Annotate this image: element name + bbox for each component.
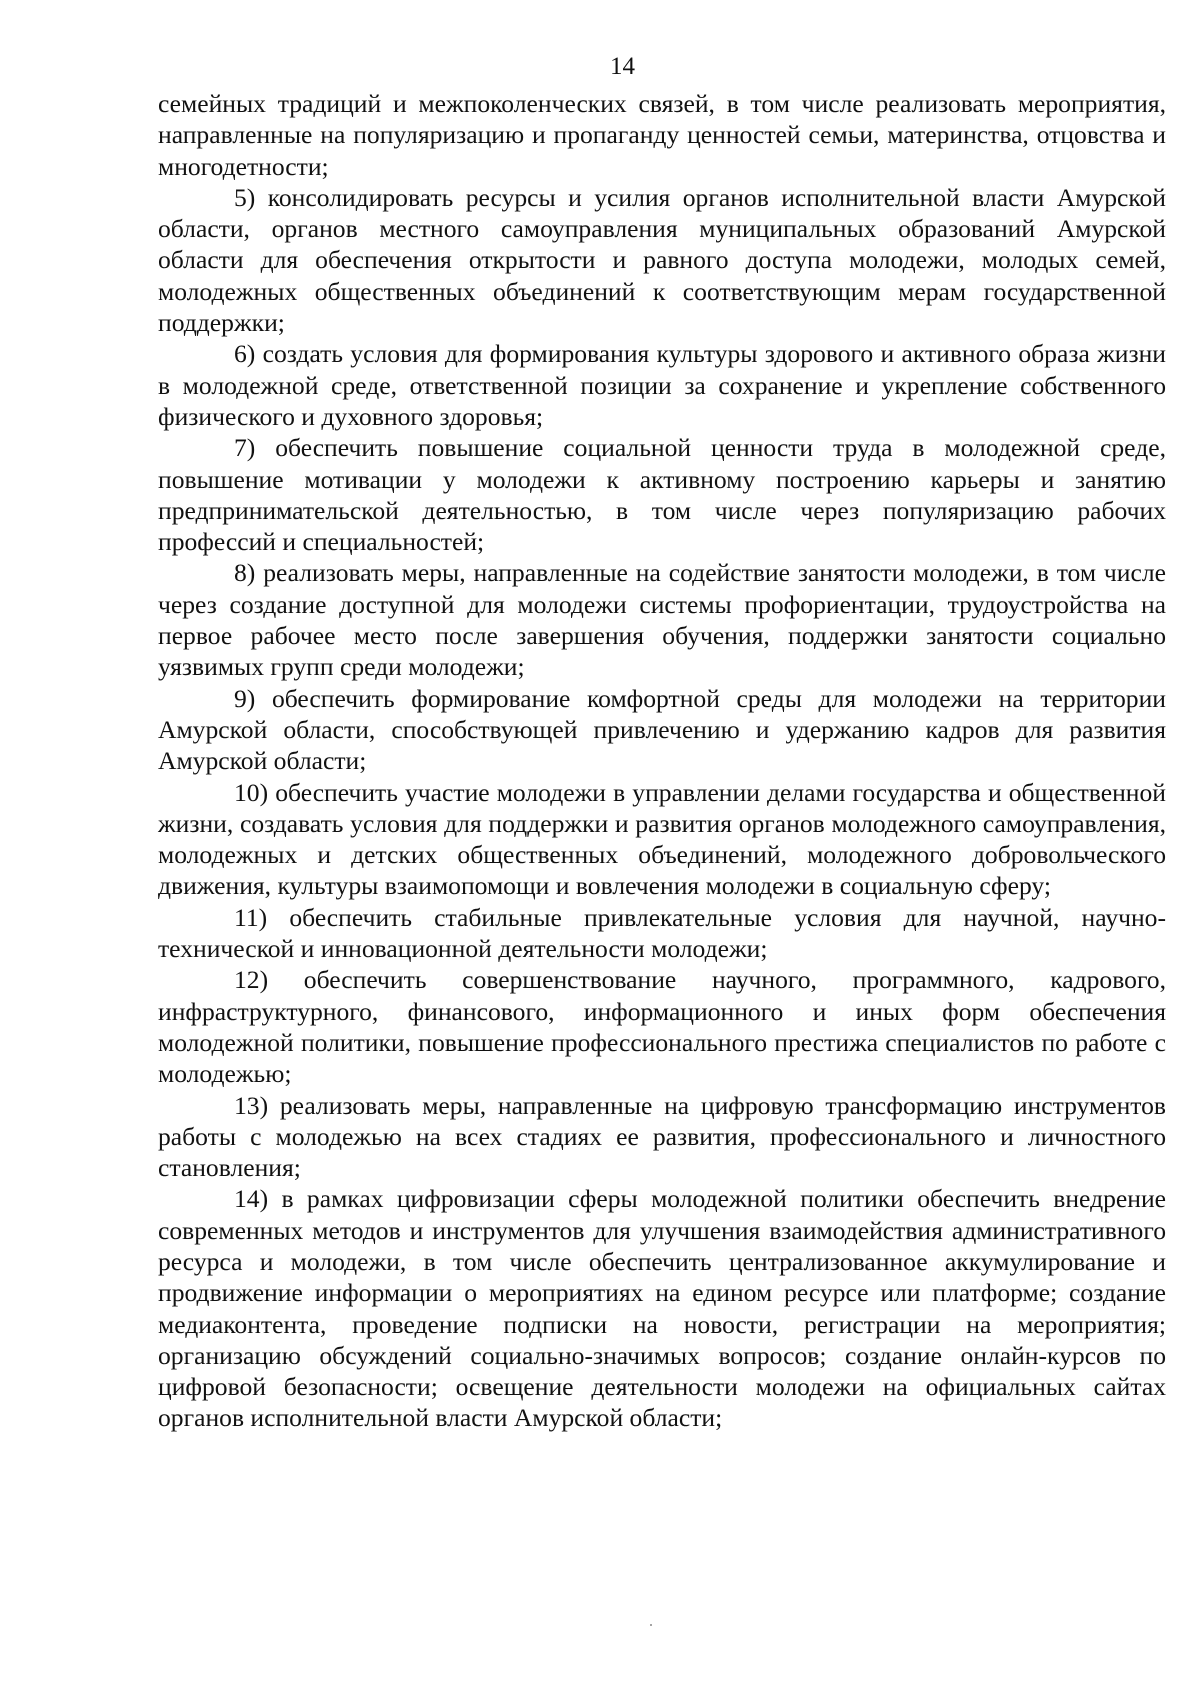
list-item-7: 7) обеспечить повышение социальной ценности труда в молодежной среде, повышение мотивации у молодежи к активному построению карьеры и занятию предпринимательской деятельностью, в том числе через популяризацию рабочих профессий и специальностей; — [158, 433, 1166, 557]
paragraph-continuation: семейных традиций и межпоколенческих связей, в том числе реализовать мероприятия, направленные на популяризацию и пропаганду ценностей семьи, материнства, отцовства и многодетности; — [158, 89, 1166, 181]
list-item-9: 9) обеспечить формирование комфортной среды для молодежи на территории Амурской области, способствующей привлечению и удержанию кадров для развития Амурской области; — [158, 683, 1166, 776]
list-item-13: 13) реализовать меры, направленные на цифровую трансформацию инструментов работы с молодежью на всех стадиях ее развития, профессионального и личностного становления; — [158, 1090, 1166, 1183]
document-body — [158, 88, 1166, 1434]
list-item-12: 12) обеспечить совершенствование научного, программного, кадрового, инфраструктурного, финансового, информационного и иных форм обеспечения молодежной политики, повышение профессионального престижа специалистов по работе с молодежью; — [158, 965, 1166, 1089]
list-item-10: 10) обеспечить участие молодежи в управлении делами государства и общественной жизни, создавать условия для поддержки и развития органов молодежного самоуправления, молодежных и детских общественных объединений, молодежного добровольческого движения, культуры взаимопомощи и вовлечения молодежи в социальную сферу; — [158, 777, 1166, 901]
page-number: 14 — [610, 53, 635, 80]
list-item-6: 6) создать условия для формирования культуры здорового и активного образа жизни в молодежной среде, ответственной позиции за сохранение и укрепление собственного физического и духовного здоровья; — [158, 339, 1166, 431]
list-item-5: 5) консолидировать ресурсы и усилия органов исполнительной власти Амурской области, органов местного самоуправления муниципальных образований Амурской области для обеспечения открытости и равного доступа молодежи, молодых семей, молодежных общественных объединений к соответствующим мерам государственной поддержки; — [158, 182, 1166, 338]
list-item-8: 8) реализовать меры, направленные на содействие занятости молодежи, в том числе через создание доступной для молодежи системы профориентации, трудоустройства на первое рабочее место после завершения обучения, поддержки занятости социально уязвимых групп среди молодежи; — [158, 558, 1166, 682]
list-item-14: 14) в рамках цифровизации сферы молодежной политики обеспечить внедрение современных методов и инструментов для улучшения взаимодействия административного ресурса и молодежи, в том числе обеспечить централизованное аккумулирование и продвижение информации о мероприятиях на едином ресурсе или платформе; создание медиаконтента, проведение подписки на новости, регистрации на мероприятия; организацию обсуждений социально-значимых вопросов; создание онлайн-курсов по цифровой безопасности; освещение деятельности молодежи на официальных сайтах органов исполнительной власти Амурской области; — [158, 1184, 1166, 1433]
scan-speck — [650, 1624, 652, 1626]
list-item-11: 11) обеспечить стабильные привлекательные условия для научной, научно-технической и инновационной деятельности молодежи; — [158, 902, 1166, 964]
